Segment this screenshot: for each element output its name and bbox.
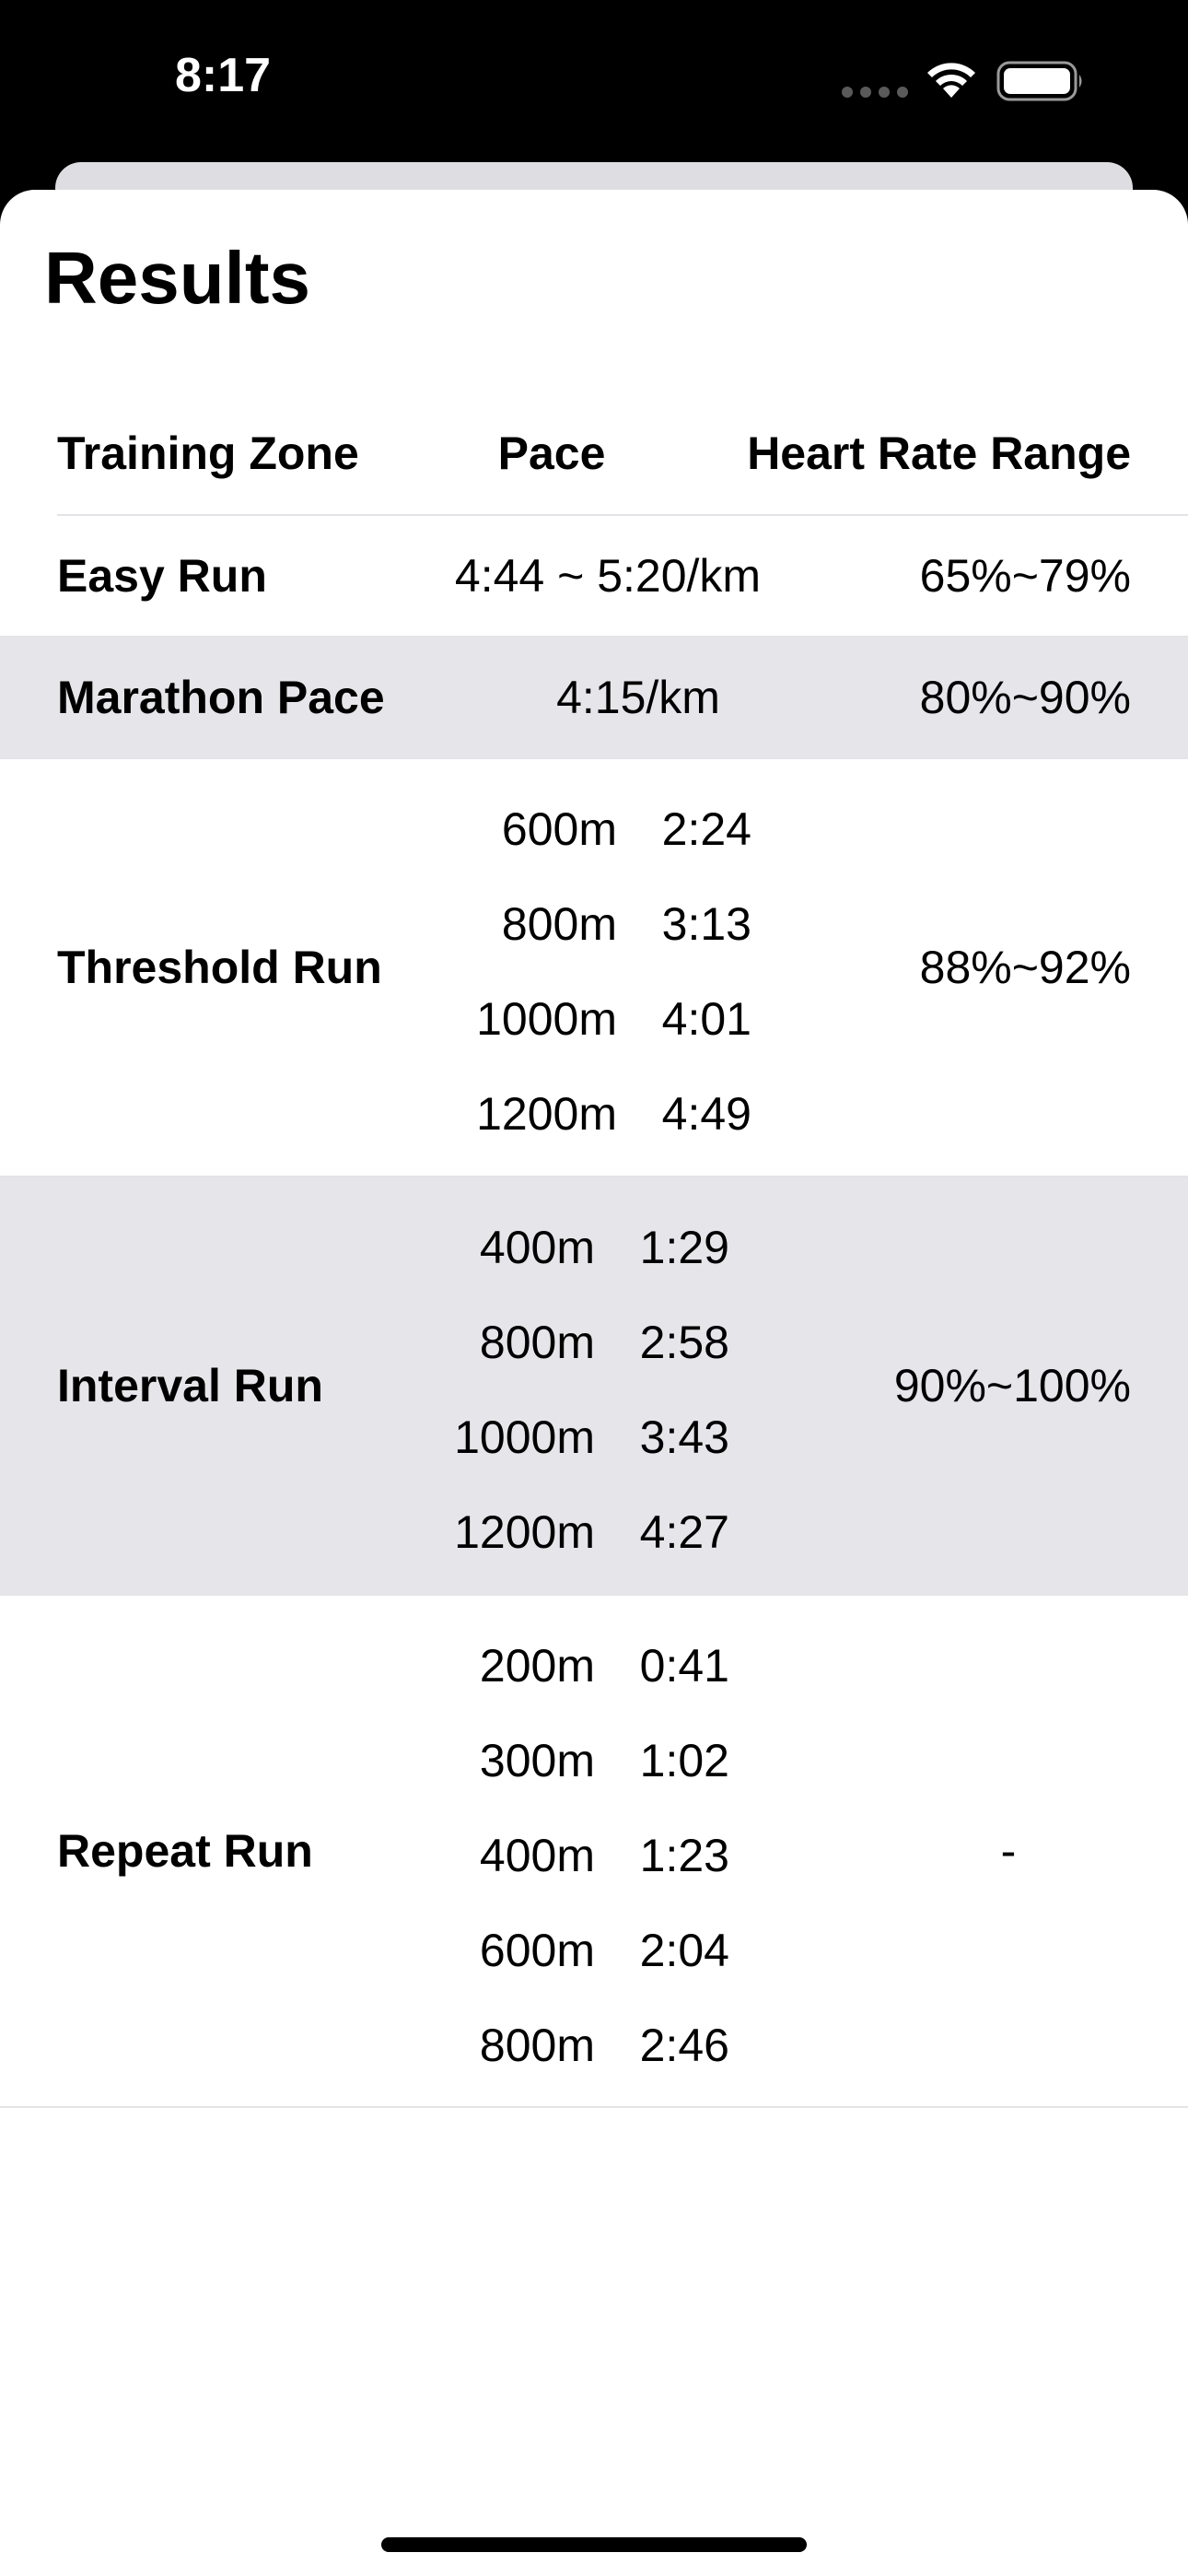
status-bar [0, 0, 1188, 162]
split-row [429, 1294, 729, 1389]
split-time: 4:27 [639, 1505, 729, 1558]
results-sheet [0, 190, 1188, 2576]
zone-label: Marathon Pace [57, 672, 385, 723]
wifi-icon [921, 55, 982, 101]
split-time: 0:41 [639, 1639, 729, 1692]
pace-splits [429, 1618, 729, 2092]
header-training-zone: Training Zone [57, 427, 359, 479]
split-row [429, 1808, 729, 1903]
status-time: 8:17 [175, 49, 272, 102]
split-time: 2:46 [639, 2019, 729, 2071]
split-row [429, 1713, 729, 1808]
home-indicator[interactable] [381, 2537, 807, 2552]
split-distance: 600m [479, 1924, 595, 1976]
split-row [429, 1903, 729, 1997]
split-row [451, 971, 751, 1066]
table-header [0, 392, 1188, 514]
heart-rate-value: 88%~92% [919, 942, 1131, 993]
split-row [429, 1389, 729, 1484]
split-time: 3:13 [661, 897, 751, 950]
split-row [429, 1484, 729, 1579]
zone-label: Easy Run [57, 550, 267, 602]
split-distance: 200m [479, 1639, 595, 1692]
table-row [0, 1176, 1188, 1594]
header-pace: Pace [497, 427, 606, 479]
heart-rate-value: 90%~100% [893, 1360, 1131, 1411]
split-distance: 1200m [476, 1087, 617, 1140]
split-distance: 400m [479, 1221, 595, 1273]
split-time: 4:49 [661, 1087, 751, 1140]
split-row [429, 1997, 729, 2092]
split-row [451, 781, 751, 876]
split-time: 3:43 [639, 1411, 729, 1463]
table-row [57, 514, 1188, 636]
split-time: 2:58 [639, 1316, 729, 1368]
pace-value: 4:15/km [556, 672, 720, 723]
table-row [0, 1594, 1188, 2108]
split-distance: 800m [479, 1316, 595, 1368]
split-time: 1:23 [639, 1829, 729, 1881]
split-time: 1:29 [639, 1221, 729, 1273]
split-row [429, 1618, 729, 1713]
heart-rate-value: 65%~79% [919, 550, 1131, 602]
table-row [0, 757, 1188, 1176]
heart-rate-value: 80%~90% [919, 672, 1131, 723]
split-distance: 800m [501, 897, 617, 950]
header-heart-rate-range: Heart Rate Range [747, 427, 1131, 479]
split-distance: 1000m [454, 1411, 595, 1463]
pace-splits [429, 1200, 729, 1579]
split-time: 4:01 [661, 992, 751, 1045]
split-time: 2:24 [661, 802, 751, 855]
zone-label: Interval Run [57, 1360, 323, 1411]
training-zones-table [0, 392, 1188, 2108]
split-distance: 1200m [454, 1505, 595, 1558]
split-row [451, 876, 751, 971]
signal-dots-icon [842, 87, 908, 98]
split-distance: 300m [479, 1734, 595, 1786]
zone-label: Threshold Run [57, 942, 382, 993]
page-title: Results [44, 237, 310, 319]
table-row [0, 636, 1188, 757]
pace-value: 4:44 ~ 5:20/km [454, 550, 762, 602]
split-row [451, 1066, 751, 1161]
pace-splits [451, 781, 751, 1161]
battery-icon [996, 61, 1085, 101]
split-time: 2:04 [639, 1924, 729, 1976]
split-time: 1:02 [639, 1734, 729, 1786]
heart-rate-value: - [1000, 1825, 1017, 1877]
split-distance: 1000m [476, 992, 617, 1045]
split-distance: 400m [479, 1829, 595, 1881]
split-distance: 800m [479, 2019, 595, 2071]
zone-label: Repeat Run [57, 1825, 313, 1877]
split-row [429, 1200, 729, 1294]
split-distance: 600m [501, 802, 617, 855]
